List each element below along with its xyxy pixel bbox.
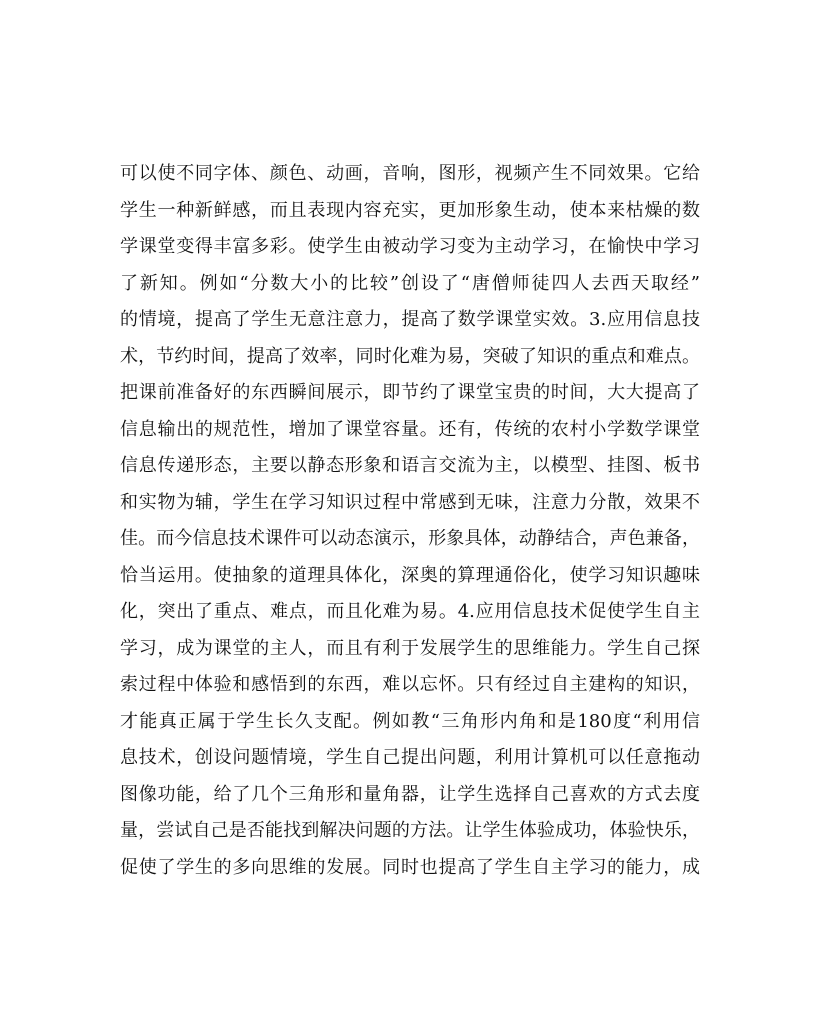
text-line: 信息输出的规范性，增加了课堂容量。还有，传统的农村小学数学课堂 — [120, 418, 700, 440]
text-line: 索过程中体验和感悟到的东西，难以忘怀。只有经过自主建构的知识， — [120, 674, 700, 695]
text-line: 图像功能，给了几个三角形和量角器，让学生选择自己喜欢的方式去度 — [120, 783, 700, 805]
text-line: 了新知。例如“分数大小的比较”创设了“唐僧师徒四人去西天取经” — [120, 272, 700, 294]
text-line: 才能真正属于学生长久支配。例如教“三角形内角和是180度“利用信 — [120, 710, 700, 732]
text-line: 佳。而今信息技术课件可以动态演示，形象具体，动静结合，声色兼备， — [120, 528, 700, 549]
text-line: 和实物为辅，学生在学习知识过程中常感到无味，注意力分散，效果不 — [120, 491, 700, 513]
text-line: 学课堂变得丰富多彩。使学生由被动学习变为主动学习，在愉快中学习 — [120, 236, 700, 257]
text-line: 促使了学生的多向思维的发展。同时也提高了学生自主学习的能力，成 — [120, 856, 700, 878]
text-line: 术，节约时间，提高了效率，同时化难为易，突破了知识的重点和难点。 — [120, 345, 700, 367]
text-line: 化，突出了重点、难点，而且化难为易。4.应用信息技术促使学生自主 — [120, 601, 700, 622]
text-line: 息技术，创设问题情境，学生自己提出问题，利用计算机可以任意拖动 — [120, 747, 700, 768]
text-line: 的情境，提高了学生无意注意力，提高了数学课堂实效。3.应用信息技 — [120, 309, 700, 330]
body-text — [120, 156, 700, 886]
text-line: 学习，成为课堂的主人，而且有利于发展学生的思维能力。学生自己探 — [120, 637, 700, 659]
text-line: 恰当运用。使抽象的道理具体化，深奥的算理通俗化，使学习知识趣味 — [120, 564, 700, 586]
text-line: 信息传递形态，主要以静态形象和语言交流为主，以模型、挂图、板书 — [120, 455, 700, 476]
text-line: 把课前准备好的东西瞬间展示，即节约了课堂宝贵的时间，大大提高了 — [120, 382, 700, 403]
text-line: 学生一种新鲜感，而且表现内容充实，更加形象生动，使本来枯燥的数 — [120, 199, 700, 221]
text-line: 量，尝试自己是否能找到解决问题的方法。让学生体验成功，体验快乐， — [120, 820, 700, 841]
text-line: 可以使不同字体、颜色、动画，音响，图形，视频产生不同效果。它给 — [120, 163, 700, 184]
